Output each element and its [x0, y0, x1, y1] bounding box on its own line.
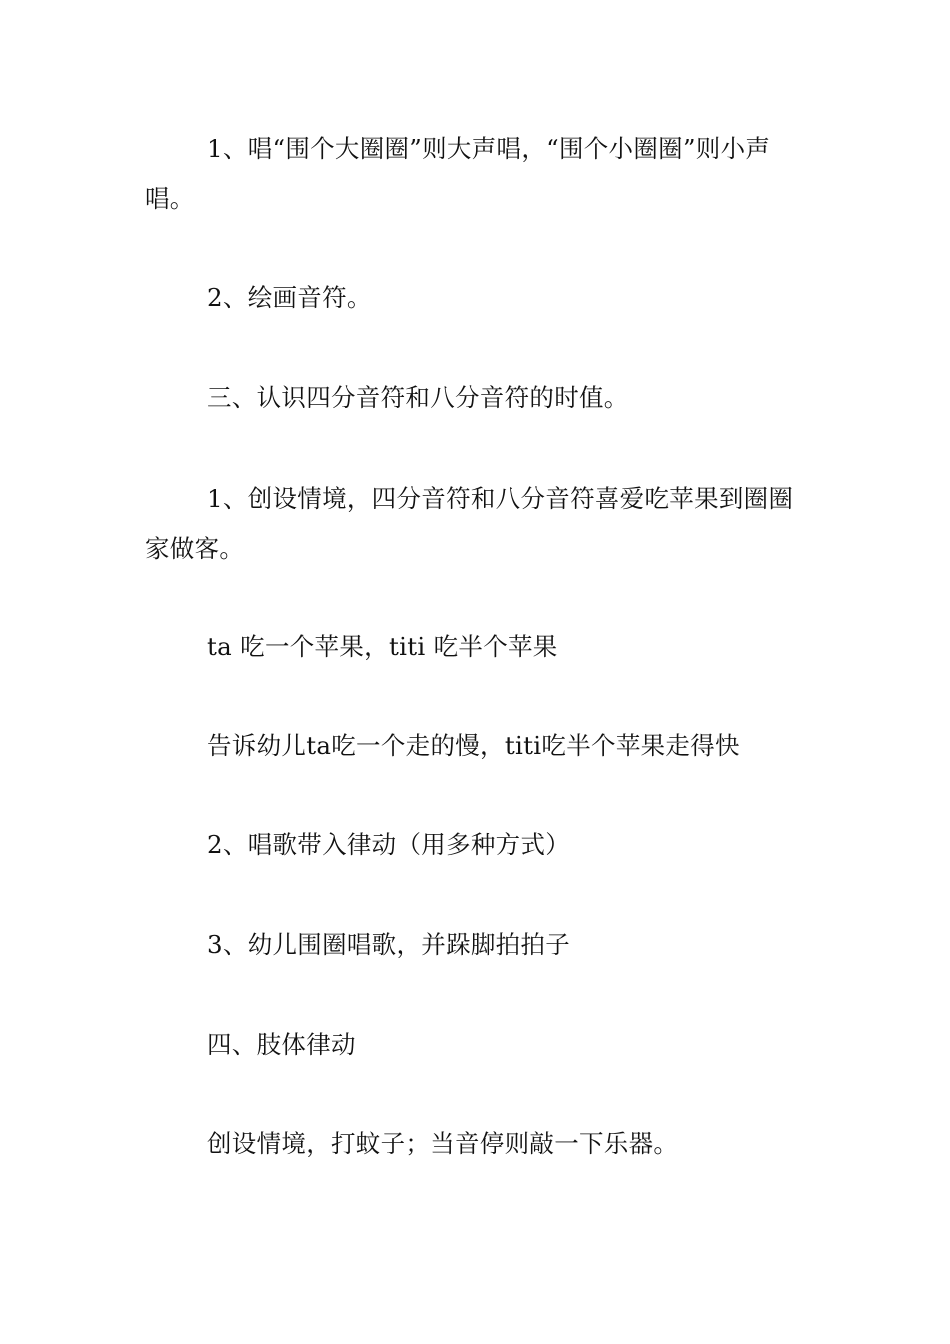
paragraph-draw-notes: 2、绘画音符。 — [207, 283, 372, 312]
section-heading-note-values: 三、认识四分音符和八分音符的时值。 — [207, 383, 629, 412]
section-heading-body-rhythm: 四、肢体律动 — [207, 1030, 356, 1059]
paragraph-sing-loud-soft: 1、唱“围个大圈圈”则大声唱，“围个小圈圈”则小声唱。 — [145, 134, 771, 213]
paragraph-sing-with-movement: 2、唱歌带入律动（用多种方式） — [207, 830, 571, 859]
paragraph-ta-titi-apples: ta 吃一个苹果，titi 吃半个苹果 — [207, 632, 558, 661]
paragraph-tell-children: 告诉幼儿ta吃一个走的慢，titi吃半个苹果走得快 — [207, 731, 740, 760]
paragraph-mosquito-game: 创设情境，打蚊子；当音停则敲一下乐器。 — [207, 1129, 679, 1158]
paragraph-create-scenario: 1、创设情境，四分音符和八分音符喜爱吃苹果到圈圈家做客。 — [145, 484, 794, 563]
paragraph-circle-singing: 3、幼儿围圈唱歌，并跺脚拍拍子 — [207, 930, 571, 959]
